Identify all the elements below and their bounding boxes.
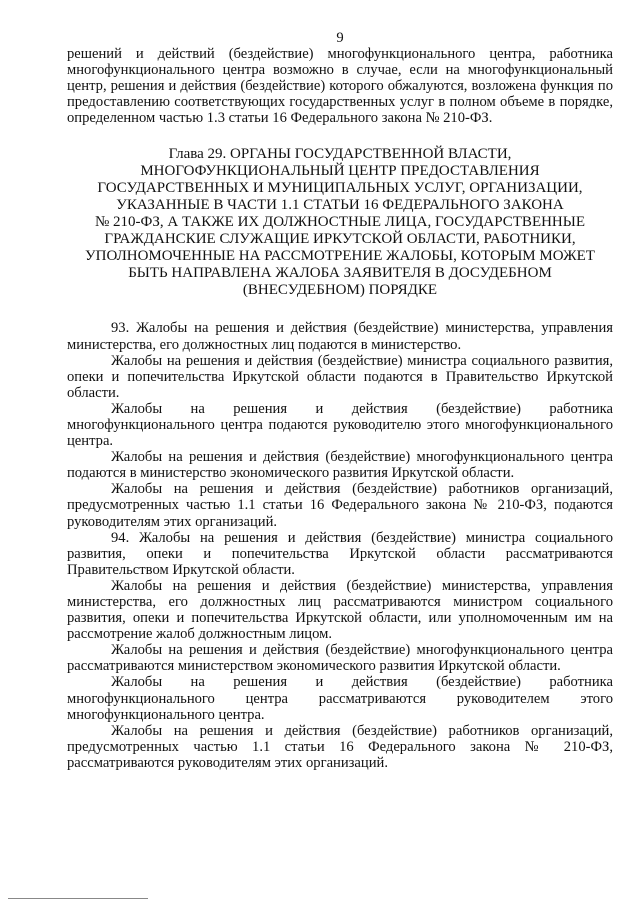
chapter-title-line: УКАЗАННЫЕ В ЧАСТИ 1.1 СТАТЬИ 16 ФЕДЕРАЛЬНОГО ЗАКОНА [116,196,564,213]
intro-paragraph: решений и действий (бездействие) многофункционального центра, работника многофункционального центра возможно в случае, если на многофункциональный центр, решения и действия (бездействие) которого обжалуются, возложена функция по предоставлению соответствующих государственных услуг в полном объеме в порядке, определенном частью 1.3 статьи 16 Федерального закона № 210-ФЗ. [67,46,613,127]
page-number: 9 [336,30,344,46]
chapter-title-line: БЫТЬ НАПРАВЛЕНА ЖАЛОБА ЗАЯВИТЕЛЯ В ДОСУДЕБНОМ [128,265,552,282]
chapter-title-line: УПОЛНОМОЧЕННЫЕ НА РАССМОТРЕНИЕ ЖАЛОБЫ, КОТОРЫМ МОЖЕТ [85,248,595,265]
document-page [67,30,613,771]
chapter-title-line: ГРАЖДАНСКИЕ СЛУЖАЩИЕ ИРКУТСКОЙ ОБЛАСТИ, РАБОТНИКИ, [104,231,576,248]
chapter-title-line: Глава 29. ОРГАНЫ ГОСУДАРСТВЕННОЙ ВЛАСТИ, [168,145,512,162]
paragraph-94: 94. Жалобы на решения и действия (бездействие) министра социального развития, опеки и попечительства Иркутской области рассматриваются Правительством Иркутской области. [67,529,613,578]
chapter-title-line: (ВНЕСУДЕБНОМ) ПОРЯДКЕ [242,282,438,299]
chapter-title [67,146,613,300]
chapter-title-line: МНОГОФУНКЦИОНАЛЬНЫЙ ЦЕНТР ПРЕДОСТАВЛЕНИЯ [140,162,540,179]
paragraph: Жалобы на решения и действия (бездействие) министерства, управления министерства, его должностных лиц рассматриваются министром социального развития, опеки и попечительства Иркутской области, или уполномоченным им на рассмотрение жалоб должностным лицом. [67,577,613,643]
footer-divider [8,898,148,899]
paragraph-93: 93. Жалобы на решения и действия (бездействие) министерства, управления министерства, его должностных лиц подаются в министерство. [67,320,613,353]
paragraph: Жалобы на решения и действия (бездействие) работника многофункционального центра подаются руководителю этого многофункционального центра. [67,400,613,450]
paragraph: Жалобы на решения и действия (бездействие) работников организаций, предусмотренных частью 1.1 статьи 16 Федерального закона № 210-ФЗ, подаются руководителям этих организаций. [67,481,613,530]
paragraph: Жалобы на решения и действия (бездействие) многофункционального центра рассматриваются министерством экономического развития Иркутской области. [67,642,613,675]
paragraph: Жалобы на решения и действия (бездействие) многофункционального центра подаются в министерство экономического развития Иркутской области. [67,449,613,482]
chapter-title-line: № 210-ФЗ, А ТАКЖЕ ИХ ДОЛЖНОСТНЫЕ ЛИЦА, ГОСУДАРСТВЕННЫЕ [94,213,586,230]
paragraph: Жалобы на решения и действия (бездействие) работника многофункционального центра рассматриваются руководителем этого многофункционального центра. [67,674,613,723]
chapter-title-line: ГОСУДАРСТВЕННЫХ И МУНИЦИПАЛЬНЫХ УСЛУГ, ОРГАНИЗАЦИИ, [97,179,583,196]
paragraph: Жалобы на решения и действия (бездействие) работников организаций, предусмотренных частью 1.1 статьи 16 Федерального закона № 210-ФЗ, рассматриваются руководителям этих организаций. [67,722,613,771]
paragraph: Жалобы на решения и действия (бездействие) министра социального развития, опеки и попечительства Иркутской области подаются в Правительство Иркутской области. [67,352,613,401]
